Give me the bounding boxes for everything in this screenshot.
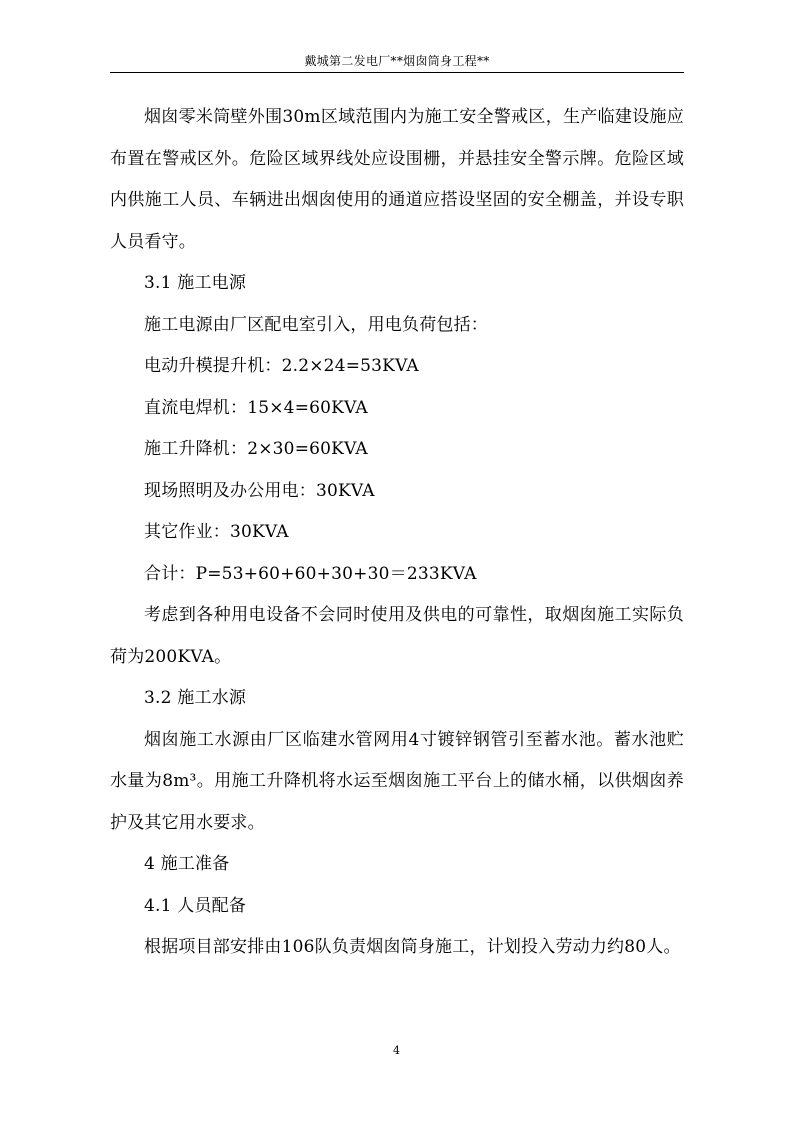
header-divider [110, 72, 684, 73]
load-item-welder: 直流电焊机：15×4=60KVA [144, 397, 368, 418]
load-total: 合计：P=53+60+60+30+30＝233KVA [144, 563, 477, 584]
document-body [110, 97, 684, 969]
paragraph-power-intro: 施工电源由厂区配电室引入，用电负荷包括： [144, 314, 488, 335]
load-item-elevator: 施工升降机：2×30=60KVA [144, 439, 368, 459]
paragraph-staffing: 根据项目部安排由106队负责烟囱筒身施工，计划投入劳动力约80人。 [144, 937, 681, 957]
section-heading-power-supply: 3.1 施工电源 [144, 273, 247, 293]
page-header-title: 戴城第二发电厂**烟囱筒身工程** [304, 54, 490, 68]
load-item-lighting: 现场照明及办公用电：30KVA [144, 480, 375, 501]
load-item-other: 其它作业：30KVA [144, 522, 289, 542]
page-number: 4 [393, 1044, 400, 1057]
paragraph-actual-load: 考虑到各种用电设备不会同时使用及供电的可靠性，取烟囱施工实际负荷为200KVA。 [110, 605, 684, 667]
load-item-hoist: 电动升模提升机：2.2×24=53KVA [144, 356, 419, 376]
paragraph-safety-zone: 烟囱零米筒壁外围30m区域范围内为施工安全警戒区，生产临建设施应布置在警戒区外。危险区域界线处应设围栅，并悬挂安全警示牌。危险区域内供施工人员、车辆进出烟囱使用的通道应搭设坚固的安全棚盖，并设专职人员看守。 [110, 107, 684, 252]
paragraph-water-supply: 烟囱施工水源由厂区临建水管网用4寸镀锌钢管引至蓄水池。蓄水池贮水量为8m³。用施工升降机将水运至烟囱施工平台上的储水桶，以供烟囱养护及其它用水要求。 [110, 729, 684, 833]
section-heading-staffing: 4.1 人员配备 [144, 895, 247, 916]
section-heading-water-supply: 3.2 施工水源 [144, 688, 247, 708]
section-heading-preparation: 4 施工准备 [144, 854, 230, 874]
